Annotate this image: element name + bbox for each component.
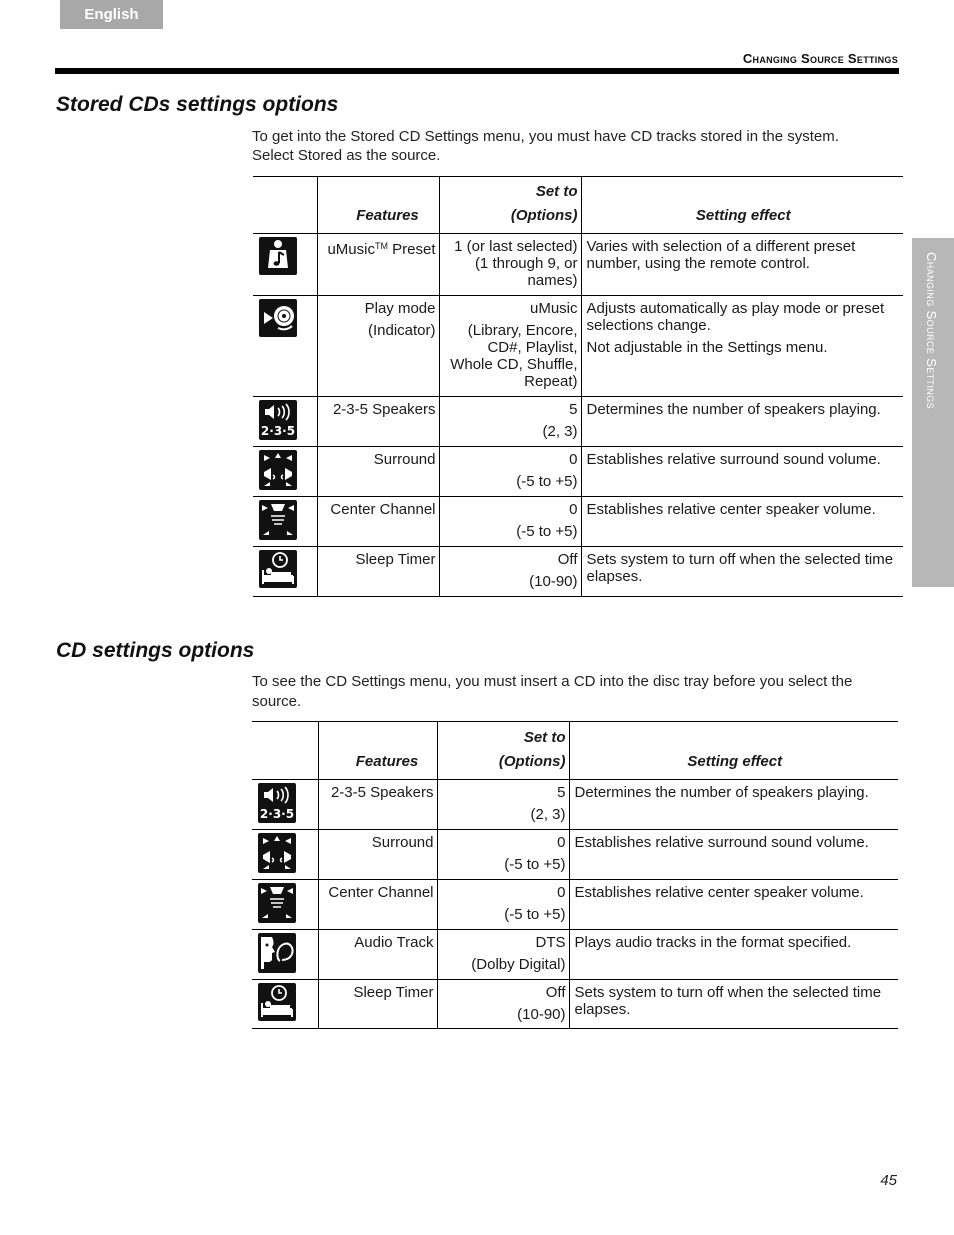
table-row <box>253 234 903 296</box>
speakers-235-icon <box>259 400 297 440</box>
play-mode-icon <box>259 299 297 337</box>
default-setting: DTS <box>535 934 566 951</box>
table-row <box>252 930 898 980</box>
default-setting: 1 (or last selected) <box>454 238 578 255</box>
section-title-cd: CD settings options <box>56 639 255 662</box>
setting-effect-cell <box>581 397 903 447</box>
sleep-timer-icon <box>259 550 297 588</box>
header-features: Features <box>317 177 439 234</box>
feature-cell <box>317 497 439 547</box>
section-title-stored-cds: Stored CDs settings options <box>56 93 339 116</box>
feature-cell <box>317 547 439 597</box>
table-header-row <box>252 722 898 780</box>
feature-name: 2-3-5 Speakers <box>330 784 434 801</box>
feature-icon-cell <box>253 234 317 296</box>
feature-icon-cell <box>253 447 317 497</box>
feature-name: Surround <box>373 451 436 468</box>
header-set-to <box>439 177 581 234</box>
speakers-235-icon <box>258 783 296 823</box>
feature-name: Center Channel <box>328 884 434 901</box>
feature-icon-cell <box>253 497 317 547</box>
center-channel-icon <box>259 500 297 540</box>
stored-cds-settings-table <box>253 176 903 597</box>
feature-cell <box>318 880 437 930</box>
set-to-cell <box>437 830 569 880</box>
table-row <box>252 780 898 830</box>
setting-effect-text: Establishes relative center speaker volume. <box>574 884 864 901</box>
setting-effect-text: Establishes relative surround sound volume. <box>586 451 881 468</box>
table-row <box>252 980 898 1029</box>
umusic-preset-icon <box>259 237 297 275</box>
surround-icon <box>259 450 297 490</box>
setting-effect-text: Determines the number of speakers playing. <box>574 784 869 801</box>
default-setting: 0 <box>569 451 578 468</box>
header-icon-cell <box>253 177 317 234</box>
feature-icon-cell <box>252 780 318 830</box>
set-to-cell <box>437 930 569 980</box>
feature-icon-cell <box>253 547 317 597</box>
default-setting: 0 <box>557 834 566 851</box>
running-header: Changing Source Settings <box>742 51 898 66</box>
feature-cell <box>317 234 439 296</box>
feature-name: Audio Track <box>354 934 434 951</box>
feature-name: Surround <box>371 834 434 851</box>
feature-name: Sleep Timer <box>353 984 434 1001</box>
setting-effect-text: Establishes relative center speaker volume. <box>586 501 876 518</box>
default-setting: 5 <box>557 784 566 801</box>
feature-icon-cell <box>252 830 318 880</box>
setting-effect-cell <box>569 980 898 1029</box>
default-setting: 0 <box>557 884 566 901</box>
setting-options: (-5 to +5) <box>516 523 578 540</box>
default-setting: uMusic <box>529 300 578 317</box>
default-setting: 5 <box>569 401 578 418</box>
header-options-label: (Options) <box>498 753 566 770</box>
feature-name: Center Channel <box>330 501 436 518</box>
feature-name: Sleep Timer <box>355 551 436 568</box>
setting-effect-text: Sets system to turn off when the selected time elapses. <box>574 984 882 1018</box>
trademark-mark: TM <box>374 241 388 251</box>
feature-icon-cell <box>252 980 318 1029</box>
header-setting-effect: Setting effect <box>569 722 898 780</box>
table-row <box>253 547 903 597</box>
setting-effect-cell <box>581 547 903 597</box>
header-rule <box>55 68 899 74</box>
feature-name-suffix: Preset <box>387 241 436 258</box>
svg-text:2·3·5: 2·3·5 <box>259 807 295 821</box>
audio-track-icon <box>258 933 296 973</box>
section-intro-stored-cds: To get into the Stored CD Settings menu, you must have CD tracks stored in the system. Select Stored as the source. <box>252 128 839 164</box>
feature-icon-cell <box>252 880 318 930</box>
setting-options: (10-90) <box>529 573 578 590</box>
section-intro-cd: To see the CD Settings menu, you must insert a CD into the disc tray before you select the source. <box>252 673 853 710</box>
set-to-cell <box>439 234 581 296</box>
default-setting: Off <box>557 551 578 568</box>
setting-options: (Dolby Digital) <box>471 956 566 973</box>
surround-icon <box>258 833 296 873</box>
feature-name: 2-3-5 Speakers <box>332 401 436 418</box>
table-row <box>252 880 898 930</box>
setting-options: (10-90) <box>517 1006 566 1023</box>
feature-icon-cell <box>252 930 318 980</box>
table-row <box>253 447 903 497</box>
setting-effect-cell <box>569 930 898 980</box>
table-row <box>252 830 898 880</box>
set-to-cell <box>439 397 581 447</box>
setting-effect-cell <box>581 234 903 296</box>
setting-effect-cell <box>581 447 903 497</box>
feature-cell <box>318 980 437 1029</box>
table-header-row <box>253 177 903 234</box>
feature-cell <box>318 930 437 980</box>
setting-effect-cell <box>569 780 898 830</box>
table-body <box>253 234 903 597</box>
page-number: 45 <box>880 1172 897 1189</box>
setting-effect-cell <box>569 880 898 930</box>
set-to-cell <box>439 497 581 547</box>
setting-effect-text: Determines the number of speakers playing. <box>586 401 881 418</box>
header-set-to-label: Set to <box>535 183 578 200</box>
center-channel-icon <box>258 883 296 923</box>
setting-effect-cell <box>569 830 898 880</box>
feature-icon-cell <box>253 397 317 447</box>
side-tab-label: Changing Source Settings <box>924 252 939 410</box>
header-icon-cell <box>252 722 318 780</box>
set-to-cell <box>437 780 569 830</box>
setting-options: (2, 3) <box>530 806 566 823</box>
language-tab[interactable]: English <box>60 0 163 29</box>
setting-effect-text: Sets system to turn off when the selected time elapses. <box>586 551 894 585</box>
feature-name: uMusic <box>327 241 375 258</box>
feature-cell <box>318 830 437 880</box>
feature-icon-cell <box>253 296 317 397</box>
set-to-cell <box>439 547 581 597</box>
setting-effect-text: Adjusts automatically as play mode or preset selections change. <box>586 300 885 334</box>
set-to-cell <box>437 880 569 930</box>
setting-effect-text: Establishes relative surround sound volume. <box>574 834 869 851</box>
header-setting-effect: Setting effect <box>581 177 903 234</box>
setting-options: (-5 to +5) <box>504 856 566 873</box>
table-row <box>253 296 903 397</box>
set-to-cell <box>437 980 569 1029</box>
header-features: Features <box>318 722 437 780</box>
default-setting: Off <box>545 984 566 1001</box>
feature-cell <box>318 780 437 830</box>
header-options-label: (Options) <box>510 207 578 224</box>
header-set-to-label: Set to <box>523 729 566 746</box>
svg-text:2·3·5: 2·3·5 <box>260 424 296 438</box>
setting-effect-cell <box>581 296 903 397</box>
feature-cell <box>317 447 439 497</box>
setting-effect-text: Varies with selection of a different preset number, using the remote control. <box>586 238 856 272</box>
setting-effect-cell <box>581 497 903 547</box>
feature-cell <box>317 397 439 447</box>
sleep-timer-icon <box>258 983 296 1021</box>
feature-cell <box>317 296 439 397</box>
feature-name: Play mode <box>364 300 436 317</box>
setting-options: (1 through 9, or names) <box>474 255 578 289</box>
feature-qualifier: (Indicator) <box>367 322 436 339</box>
setting-options: (-5 to +5) <box>504 906 566 923</box>
default-setting: 0 <box>569 501 578 518</box>
table-body <box>252 780 898 1029</box>
cd-settings-table <box>252 721 898 1029</box>
setting-options: (2, 3) <box>542 423 578 440</box>
side-section-tab <box>912 238 954 587</box>
set-to-cell <box>439 296 581 397</box>
set-to-cell <box>439 447 581 497</box>
header-set-to <box>437 722 569 780</box>
table-row <box>253 497 903 547</box>
setting-options: (-5 to +5) <box>516 473 578 490</box>
table-row <box>253 397 903 447</box>
setting-effect-text: Plays audio tracks in the format specified. <box>574 934 852 951</box>
setting-options: (Library, Encore, CD#, Playlist, Whole CD, Shuffle, Repeat) <box>450 322 578 390</box>
setting-effect-note: Not adjustable in the Settings menu. <box>586 339 828 356</box>
